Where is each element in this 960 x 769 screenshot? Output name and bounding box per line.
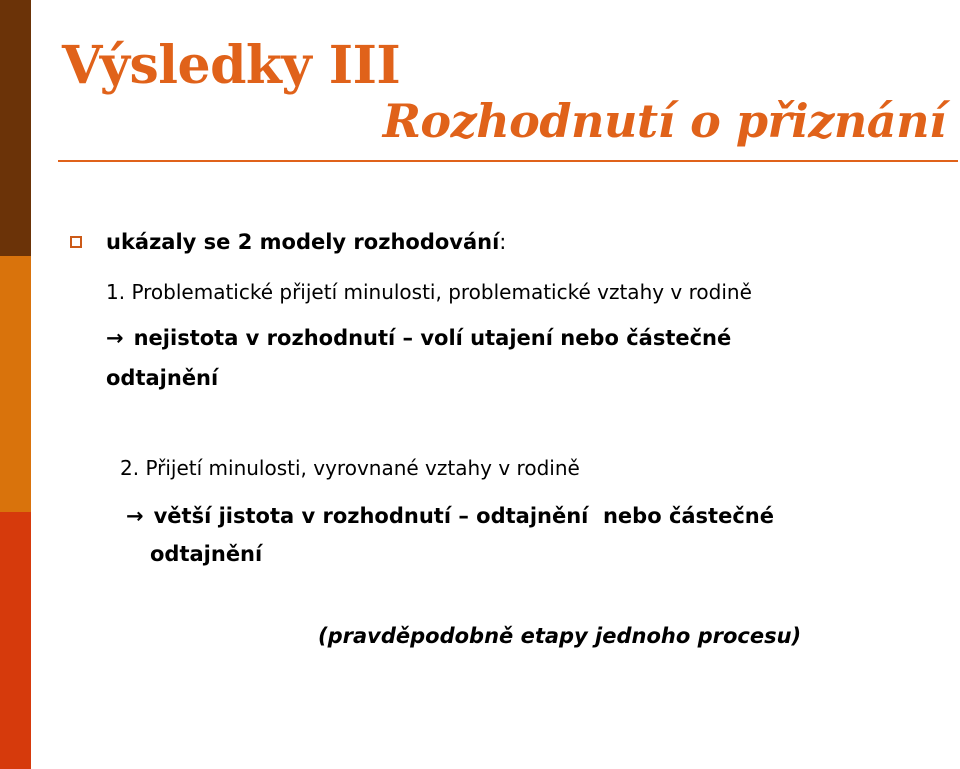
point-1-result (106, 324, 731, 352)
point-2-result (126, 502, 774, 530)
arrow-right-icon: → (126, 504, 144, 528)
process-note: (pravděpodobně etapy jednoho procesu) (318, 624, 802, 648)
bullet-text (106, 228, 506, 256)
title-divider (58, 160, 958, 162)
left-stripe-orange (0, 256, 31, 512)
arrow-right-icon: → (106, 326, 124, 350)
left-stripe-dark (0, 0, 31, 256)
point-2: 2. Přijetí minulosti, vyrovnané vztahy v rodině (120, 456, 580, 480)
slide-title: Výsledky III (62, 35, 401, 96)
bullet-suffix: : (499, 230, 507, 254)
slide-subtitle: Rozhodnutí o přiznání (382, 94, 946, 148)
point-2-result-cont: odtajnění (150, 542, 263, 566)
point-1: 1. Problematické přijetí minulosti, problematické vztahy v rodině (106, 280, 752, 304)
left-stripe-red (0, 512, 31, 769)
square-bullet-icon (70, 236, 82, 248)
point-1-result-text: nejistota v rozhodnutí – volí utajení nebo částečné (133, 326, 732, 350)
point-2-result-text: větší jistota v rozhodnutí – odtajnění nebo částečné (153, 504, 774, 528)
bullet-main: ukázaly se 2 modely rozhodování (106, 230, 500, 254)
point-1-result-cont: odtajnění (106, 366, 219, 390)
